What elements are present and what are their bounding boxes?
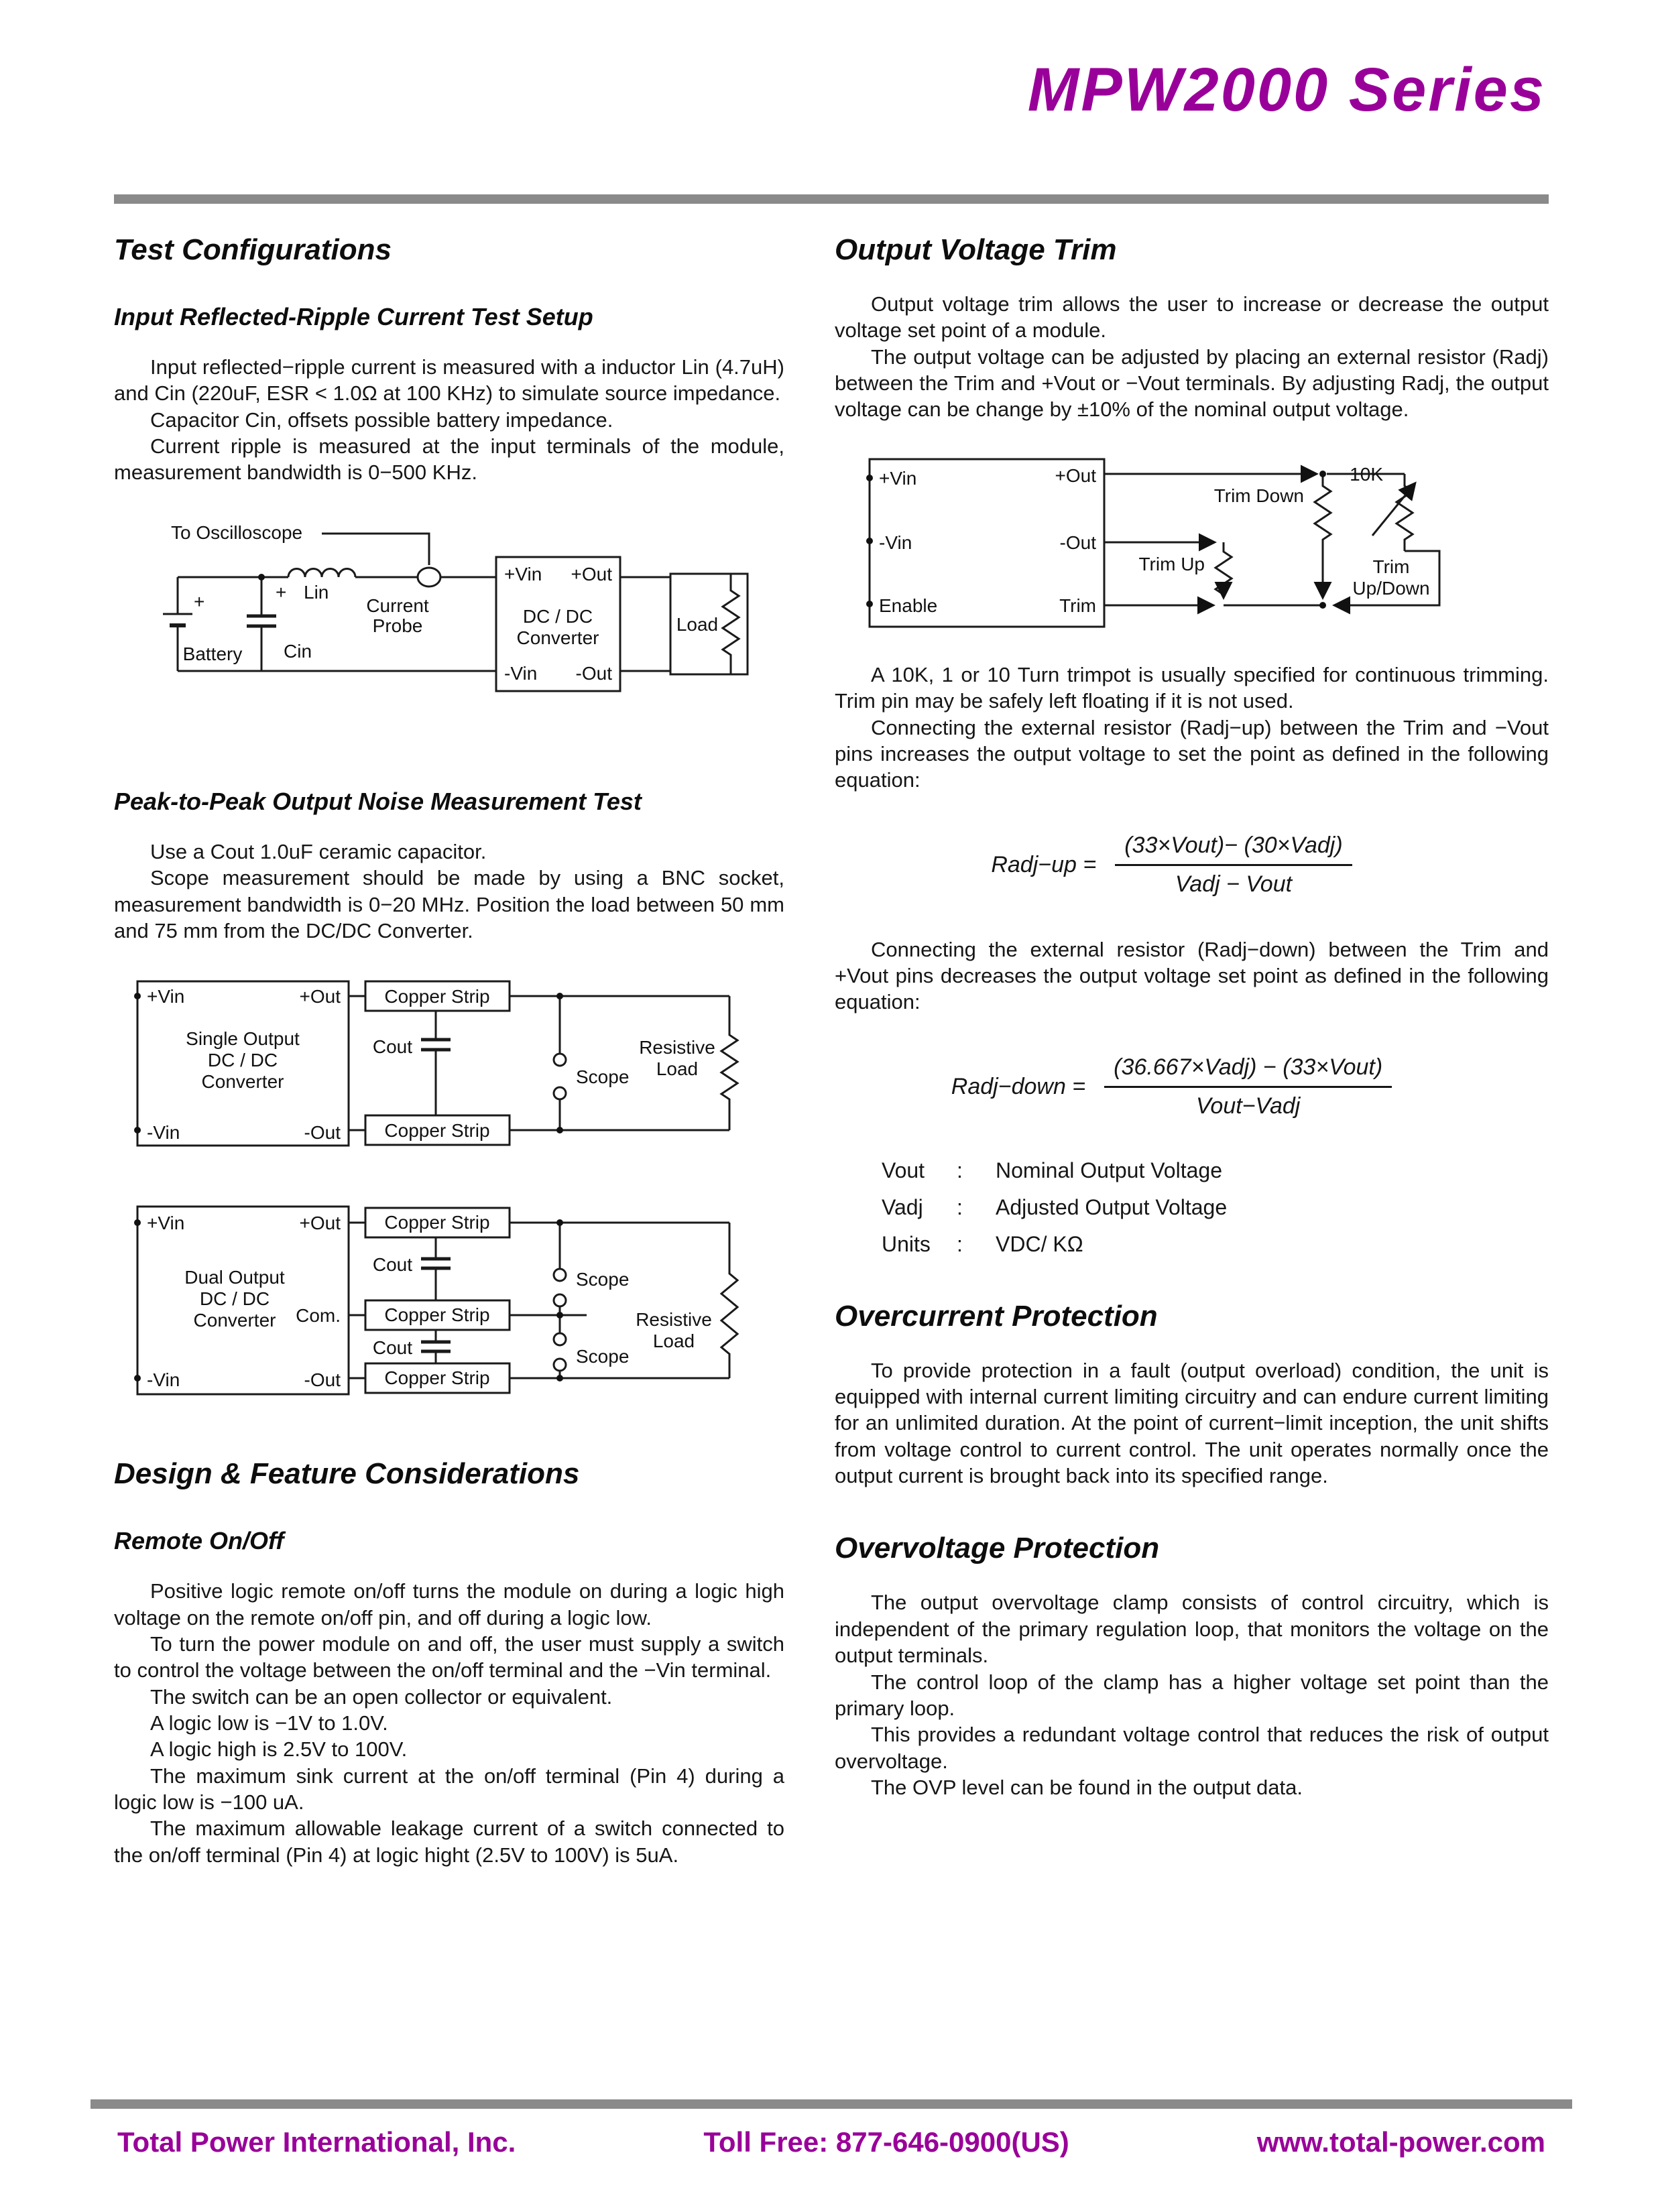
scope-probe-dot bbox=[554, 1087, 566, 1099]
tenk-label: 10K bbox=[1350, 463, 1383, 485]
content-columns bbox=[114, 233, 1549, 1868]
trim-up-resistor-symbol bbox=[1215, 542, 1232, 596]
pin-dot bbox=[134, 1375, 141, 1381]
section-title-overvoltage-protection: Overvoltage Protection bbox=[835, 1532, 1160, 1565]
scope-label-2: Scope bbox=[576, 1346, 630, 1367]
trim-updown-label-2: Up/Down bbox=[1352, 577, 1430, 599]
resistive-load-label-1: Resistive bbox=[636, 1309, 712, 1331]
equation-lhs: Radj−down = bbox=[951, 1073, 1086, 1099]
paragraph-over-voltage-2: The control loop of the clamp has a higher voltage set point than the primary loop. bbox=[835, 1670, 1549, 1720]
cout-capacitor-symbol-1 bbox=[421, 1237, 451, 1300]
paragraph-remote-1: Positive logic remote on/off turns the module on during a logic high voltage on the remote on/off pin, and off during a logic low. bbox=[114, 1579, 784, 1630]
circuit-wires bbox=[163, 534, 748, 691]
vin-pos-label: +Vin bbox=[879, 467, 917, 489]
definition-desc: Adjusted Output Voltage bbox=[996, 1194, 1228, 1219]
load-label: Load bbox=[676, 613, 719, 635]
cin-plus-label: + bbox=[276, 581, 287, 603]
cout-label-2: Cout bbox=[372, 1337, 412, 1359]
paragraph-remote-5: A logic high is 2.5V to 100V. bbox=[150, 1737, 408, 1762]
copper-strip-top-label: Copper Strip bbox=[384, 986, 490, 1007]
copper-strip-bottom-label: Copper Strip bbox=[384, 1120, 490, 1142]
definition-desc: VDC/ KΩ bbox=[996, 1231, 1083, 1256]
section-title-output-voltage-trim: Output Voltage Trim bbox=[835, 233, 1117, 266]
trimpot-symbol bbox=[1397, 474, 1413, 551]
equation-numerator: (36.667×Vadj) − (33×Vout) bbox=[1104, 1054, 1392, 1088]
equation-fraction bbox=[1115, 833, 1352, 898]
vout-pos-label: +Out bbox=[299, 986, 341, 1007]
paragraph-over-voltage-4: The OVP level can be found in the output data. bbox=[871, 1775, 1303, 1799]
resistive-load-label-2: Load bbox=[652, 1331, 695, 1352]
trim-up-label: Trim Up bbox=[1138, 553, 1205, 574]
footer-text-row bbox=[91, 2126, 1572, 2158]
copper-strip-bottom-label: Copper Strip bbox=[384, 1367, 490, 1389]
definition-colon: : bbox=[957, 1231, 963, 1256]
equation-numerator: (33×Vout)− (30×Vadj) bbox=[1115, 833, 1352, 866]
paragraph-trim-1: Output voltage trim allows the user to increase or decrease the output voltage set point of a module. bbox=[835, 292, 1549, 343]
inductor-symbol bbox=[288, 568, 355, 577]
radj-up-equation bbox=[835, 833, 1508, 898]
brand-logo: MPW2000 Series bbox=[1027, 56, 1546, 124]
vout-pos-label: +Out bbox=[299, 1213, 341, 1234]
junction-dot bbox=[556, 1312, 563, 1318]
pin-dot bbox=[866, 601, 873, 607]
left-column bbox=[114, 233, 784, 1868]
current-probe-label-1: Current bbox=[366, 595, 429, 616]
trim-circuit-diagram bbox=[862, 454, 1539, 635]
equation-lhs: Radj−up = bbox=[991, 851, 1097, 877]
paragraph-trim-5: Connecting the external resistor (Radj−down) between the Trim and +Vout pins decreases the output voltage set point as defined in the following equation: bbox=[835, 937, 1549, 1014]
vin-neg-label: -Vin bbox=[504, 662, 538, 684]
cin-label: Cin bbox=[284, 640, 312, 662]
vout-neg-label: -Out bbox=[575, 662, 612, 684]
paragraph-ripple-2: Capacitor Cin, offsets possible battery impedance. bbox=[150, 408, 613, 432]
paragraph-trim-4: Connecting the external resistor (Radj−up) between the Trim and −Vout pins increases the output voltage to set the point as defined in the following equation: bbox=[835, 715, 1549, 792]
vout-neg-label: -Out bbox=[304, 1122, 341, 1144]
right-column bbox=[835, 233, 1549, 1868]
vin-neg-label: -Vin bbox=[147, 1122, 180, 1144]
section-title-test-configurations: Test Configurations bbox=[114, 233, 392, 266]
converter-label-2: DC / DC bbox=[207, 1050, 278, 1071]
scope-probe-dot bbox=[554, 1054, 566, 1066]
trim-down-label: Trim Down bbox=[1213, 485, 1304, 506]
symbol-definitions bbox=[882, 1158, 1549, 1257]
com-label: Com. bbox=[296, 1305, 341, 1327]
converter-label-3: Converter bbox=[201, 1071, 284, 1093]
equation-fraction bbox=[1104, 1054, 1392, 1119]
resistive-load-label-1: Resistive bbox=[639, 1037, 715, 1058]
definition-row bbox=[882, 1232, 1549, 1257]
vin-neg-label: -Vin bbox=[147, 1369, 180, 1391]
paragraph-remote-4: A logic low is −1V to 1.0V. bbox=[150, 1711, 388, 1735]
copper-strip-top-label: Copper Strip bbox=[384, 1212, 490, 1233]
trim-updown-label-1: Trim bbox=[1372, 556, 1410, 577]
load-resistor-symbol bbox=[723, 574, 739, 674]
resistive-load-label-2: Load bbox=[656, 1058, 699, 1080]
junction-dot bbox=[1319, 471, 1326, 477]
junction-dot bbox=[556, 1127, 563, 1133]
scope-probe-dot bbox=[554, 1359, 566, 1371]
scope-probe-dot bbox=[554, 1294, 566, 1306]
vin-pos-label: +Vin bbox=[147, 986, 185, 1007]
equation-denominator: Vout−Vadj bbox=[1196, 1093, 1301, 1119]
paragraph-trim-3: A 10K, 1 or 10 Turn trimpot is usually specified for continuous trimming. Trim pin may be safely left floating if it is not used. bbox=[835, 662, 1549, 713]
pin-dot bbox=[866, 475, 873, 481]
section-title-design-considerations: Design & Feature Considerations bbox=[114, 1457, 580, 1491]
vin-pos-label: +Vin bbox=[504, 563, 542, 585]
definition-colon: : bbox=[957, 1194, 963, 1219]
vout-neg-label: -Out bbox=[1059, 532, 1096, 553]
cout-capacitor-symbol-2 bbox=[421, 1330, 451, 1363]
resistive-load-symbol bbox=[721, 996, 737, 1130]
dual-output-noise-diagram bbox=[131, 1200, 768, 1414]
definition-colon: : bbox=[957, 1158, 963, 1182]
subsection-title-noise-test: Peak-to-Peak Output Noise Measurement Test bbox=[114, 787, 642, 815]
header-rule bbox=[114, 194, 1549, 204]
junction-dot bbox=[1319, 602, 1326, 609]
resistive-load-symbol bbox=[721, 1223, 737, 1378]
definition-term: Vadj bbox=[882, 1194, 923, 1219]
pin-dot bbox=[866, 538, 873, 544]
scope-probe-dot bbox=[554, 1269, 566, 1281]
page-footer bbox=[91, 2099, 1572, 2158]
copper-strip-mid-label: Copper Strip bbox=[384, 1304, 490, 1326]
scope-probe-dot bbox=[554, 1333, 566, 1345]
trim-down-resistor-symbol bbox=[1315, 474, 1331, 596]
paragraph-overcurrent-1: To provide protection in a fault (output overload) condition, the unit is equipped with internal current limiting circuitry and can endure current limiting for an unlimited duration. At the point of current−limit inception, the unit shifts from voltage control to current control. The unit operates normally once the output current is brought back into its specified range. bbox=[835, 1358, 1549, 1488]
paragraph-over-voltage-1: The output overvoltage clamp consists of control circuitry, which is independent of the primary regulation loop, that monitors the voltage on the output terminals. bbox=[835, 1591, 1549, 1668]
junction-dot bbox=[556, 1375, 563, 1381]
pin-dot bbox=[134, 1219, 141, 1226]
vout-neg-label: -Out bbox=[304, 1369, 341, 1391]
paragraph-noise-1: Use a Cout 1.0uF ceramic capacitor. bbox=[150, 839, 487, 863]
definition-row bbox=[882, 1158, 1549, 1183]
definition-row bbox=[882, 1195, 1549, 1220]
current-probe-symbol bbox=[418, 568, 440, 587]
subsection-title-ripple-test: Input Reflected-Ripple Current Test Setup bbox=[114, 303, 593, 330]
scope-label-1: Scope bbox=[576, 1269, 630, 1290]
cout-capacitor-symbol bbox=[421, 1011, 451, 1115]
pin-dot bbox=[134, 993, 141, 999]
converter-label-1: Single Output bbox=[186, 1028, 300, 1050]
definition-desc: Nominal Output Voltage bbox=[996, 1158, 1222, 1182]
footer-phone: Toll Free: 877-646-0900(US) bbox=[703, 2126, 1069, 2158]
oscilloscope-lead bbox=[322, 534, 429, 565]
equation-denominator: Vadj − Vout bbox=[1175, 871, 1293, 897]
paragraph-remote-7: The maximum allowable leakage current of a switch connected to the on/off terminal (Pin 4) at logic hight (2.5V to 100V) is 5uA. bbox=[114, 1817, 784, 1867]
radj-down-equation bbox=[835, 1054, 1508, 1119]
paragraph-remote-2: To turn the power module on and off, the user must supply a switch to control the voltage between the on/off terminal and the −Vin terminal. bbox=[114, 1632, 784, 1682]
converter-label-2: DC / DC bbox=[199, 1288, 270, 1310]
pin-dot bbox=[134, 1127, 141, 1133]
dcdc-label-1: DC / DC bbox=[522, 605, 593, 627]
junction-dot bbox=[258, 574, 265, 580]
section-title-overcurrent-protection: Overcurrent Protection bbox=[835, 1299, 1158, 1333]
junction-dot bbox=[556, 993, 563, 999]
trim-pin-label: Trim bbox=[1059, 595, 1096, 616]
lin-label: Lin bbox=[304, 581, 329, 603]
junction-dot bbox=[556, 1219, 563, 1226]
footer-company: Total Power International, Inc. bbox=[117, 2126, 516, 2158]
single-output-noise-diagram bbox=[131, 975, 768, 1169]
paragraph-trim-2: The output voltage can be adjusted by placing an external resistor (Radj) between the Trim and +Vout or −Vout terminals. By adjusting Radj, the output voltage can be change by ±10% of the nominal output voltage. bbox=[835, 345, 1549, 422]
dcdc-label-2: Converter bbox=[516, 627, 599, 648]
battery-label: Battery bbox=[182, 643, 243, 664]
vin-neg-label: -Vin bbox=[879, 532, 912, 553]
paragraph-over-voltage-3: This provides a redundant voltage control that reduces the risk of output overvoltage. bbox=[835, 1723, 1549, 1773]
footer-rule bbox=[91, 2099, 1572, 2109]
input-ripple-test-diagram bbox=[131, 517, 768, 751]
to-oscilloscope-label: To Oscilloscope bbox=[171, 521, 303, 543]
paragraph-noise-2: Scope measurement should be made by using a BNC socket, measurement bandwidth is 0−20 MHz. Position the load between 50 mm and 75 mm from the DC/DC Converter. bbox=[114, 866, 784, 942]
cout-label: Cout bbox=[372, 1036, 412, 1058]
vout-pos-label: +Out bbox=[571, 563, 612, 585]
vin-pos-label: +Vin bbox=[147, 1213, 185, 1234]
subsection-title-remote-onoff: Remote On/Off bbox=[114, 1527, 284, 1555]
paragraph-remote-3: The switch can be an open collector or equivalent. bbox=[150, 1684, 613, 1709]
definition-term: Units bbox=[882, 1231, 931, 1256]
current-probe-label-2: Probe bbox=[372, 615, 423, 636]
vout-pos-label: +Out bbox=[1055, 465, 1096, 486]
converter-label-3: Converter bbox=[193, 1310, 276, 1331]
cin-capacitor-symbol bbox=[247, 577, 276, 671]
converter-label-1: Dual Output bbox=[184, 1267, 285, 1288]
battery-plus-label: + bbox=[194, 591, 205, 612]
enable-label: Enable bbox=[879, 595, 938, 616]
paragraph-ripple-3: Current ripple is measured at the input terminals of the module, measurement bandwidth is 0−500 KHz. bbox=[114, 434, 784, 485]
definition-term: Vout bbox=[882, 1158, 925, 1182]
scope-label: Scope bbox=[576, 1066, 630, 1088]
cout-label-1: Cout bbox=[372, 1254, 412, 1276]
paragraph-remote-6: The maximum sink current at the on/off terminal (Pin 4) during a logic low is −100 uA. bbox=[114, 1764, 784, 1815]
footer-website: www.total-power.com bbox=[1256, 2126, 1545, 2158]
paragraph-ripple-1: Input reflected−ripple current is measured with a inductor Lin (4.7uH) and Cin (220uF, ESR < 1.0Ω at 100 KHz) to simulate source impedance. bbox=[114, 355, 784, 406]
